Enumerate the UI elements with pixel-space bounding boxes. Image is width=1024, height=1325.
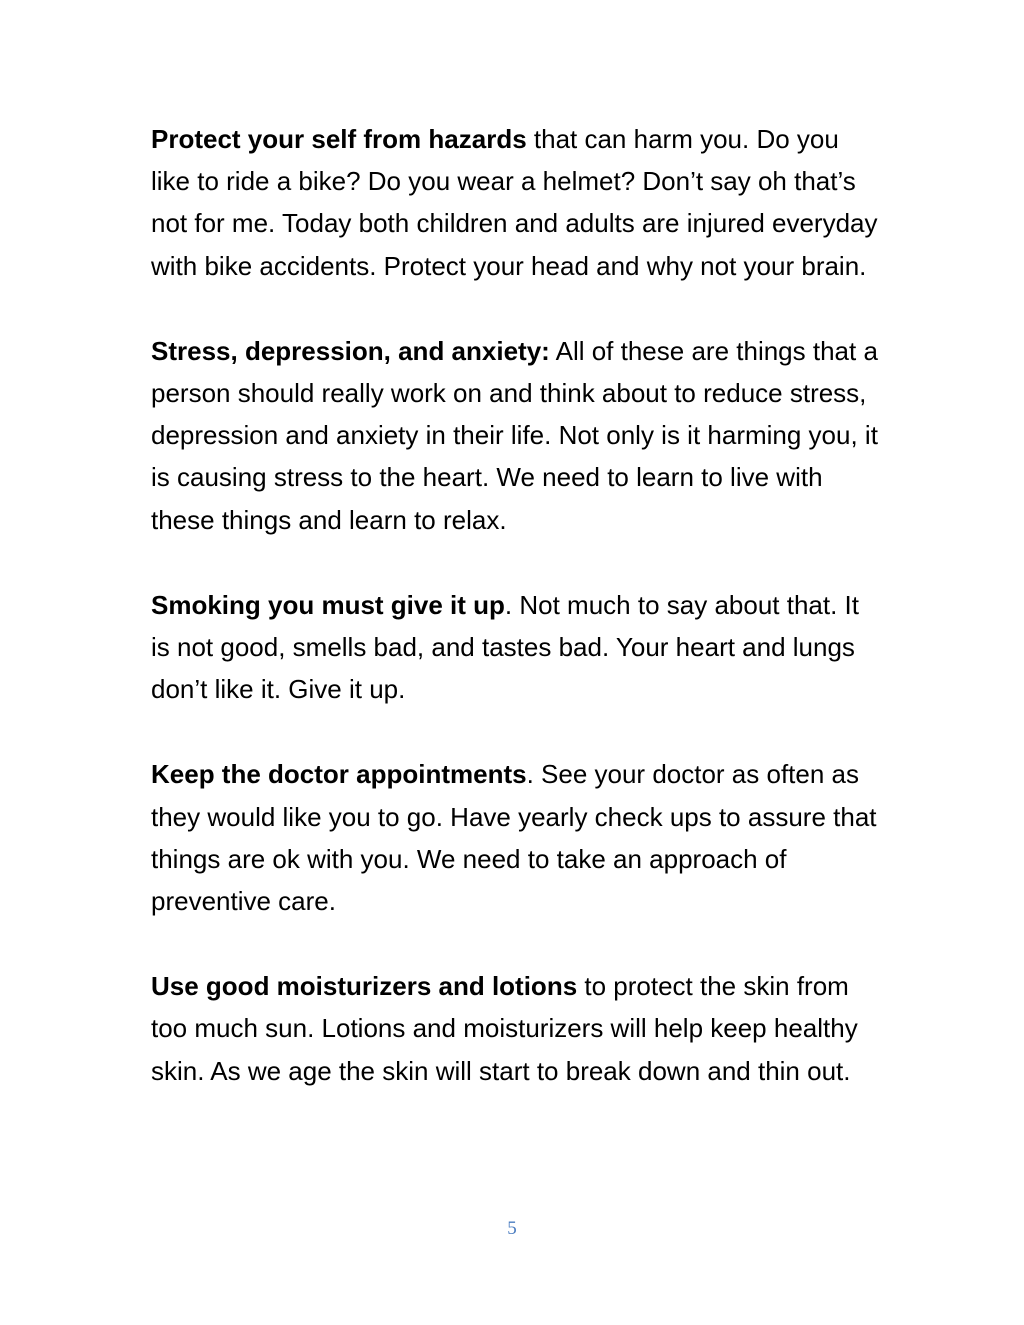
paragraph-heading: Keep the doctor appointments — [151, 759, 527, 790]
paragraph-text: All of these are things that a person should really work on and think about to reduce stress, depression and anxiety in their life. Not only is it harming you, it is causing stress to the heart. We need to learn to live with these things and learn to relax. — [151, 335, 878, 535]
document-body — [151, 118, 881, 1135]
paragraph-text: that can harm you. Do you like to ride a bike? Do you wear a helmet? Don’t say oh that’s not for me. Today both children and adults are injured everyday with bike accidents. Protect your head and why not your brain. — [151, 124, 878, 281]
paragraph-text: . Not much to say about that. It is not good, smells bad, and tastes bad. Your heart and lungs don’t like it. Give it up. — [151, 589, 859, 705]
page-number: 5 — [507, 1218, 517, 1239]
paragraph-hazards — [151, 118, 881, 287]
paragraph-heading: Stress, depression, and anxiety: — [151, 335, 550, 366]
paragraph-doctor — [151, 753, 881, 922]
paragraph-heading: Use good moisturizers and lotions — [151, 971, 578, 1002]
paragraph-moisturizers — [151, 965, 881, 1092]
paragraph-text: . See your doctor as often as they would like you to go. Have yearly check ups to assure that things are ok with you. We need to take an approach of preventive care. — [151, 759, 877, 917]
paragraph-smoking — [151, 584, 881, 711]
paragraph-heading: Protect your self from hazards — [151, 124, 527, 154]
paragraph-heading: Smoking you must give it up — [151, 589, 505, 620]
paragraph-text: to protect the skin from too much sun. Lotions and moisturizers will help keep healthy skin. As we age the skin will start to break down and thin out. — [151, 971, 858, 1086]
paragraph-stress — [151, 330, 881, 541]
